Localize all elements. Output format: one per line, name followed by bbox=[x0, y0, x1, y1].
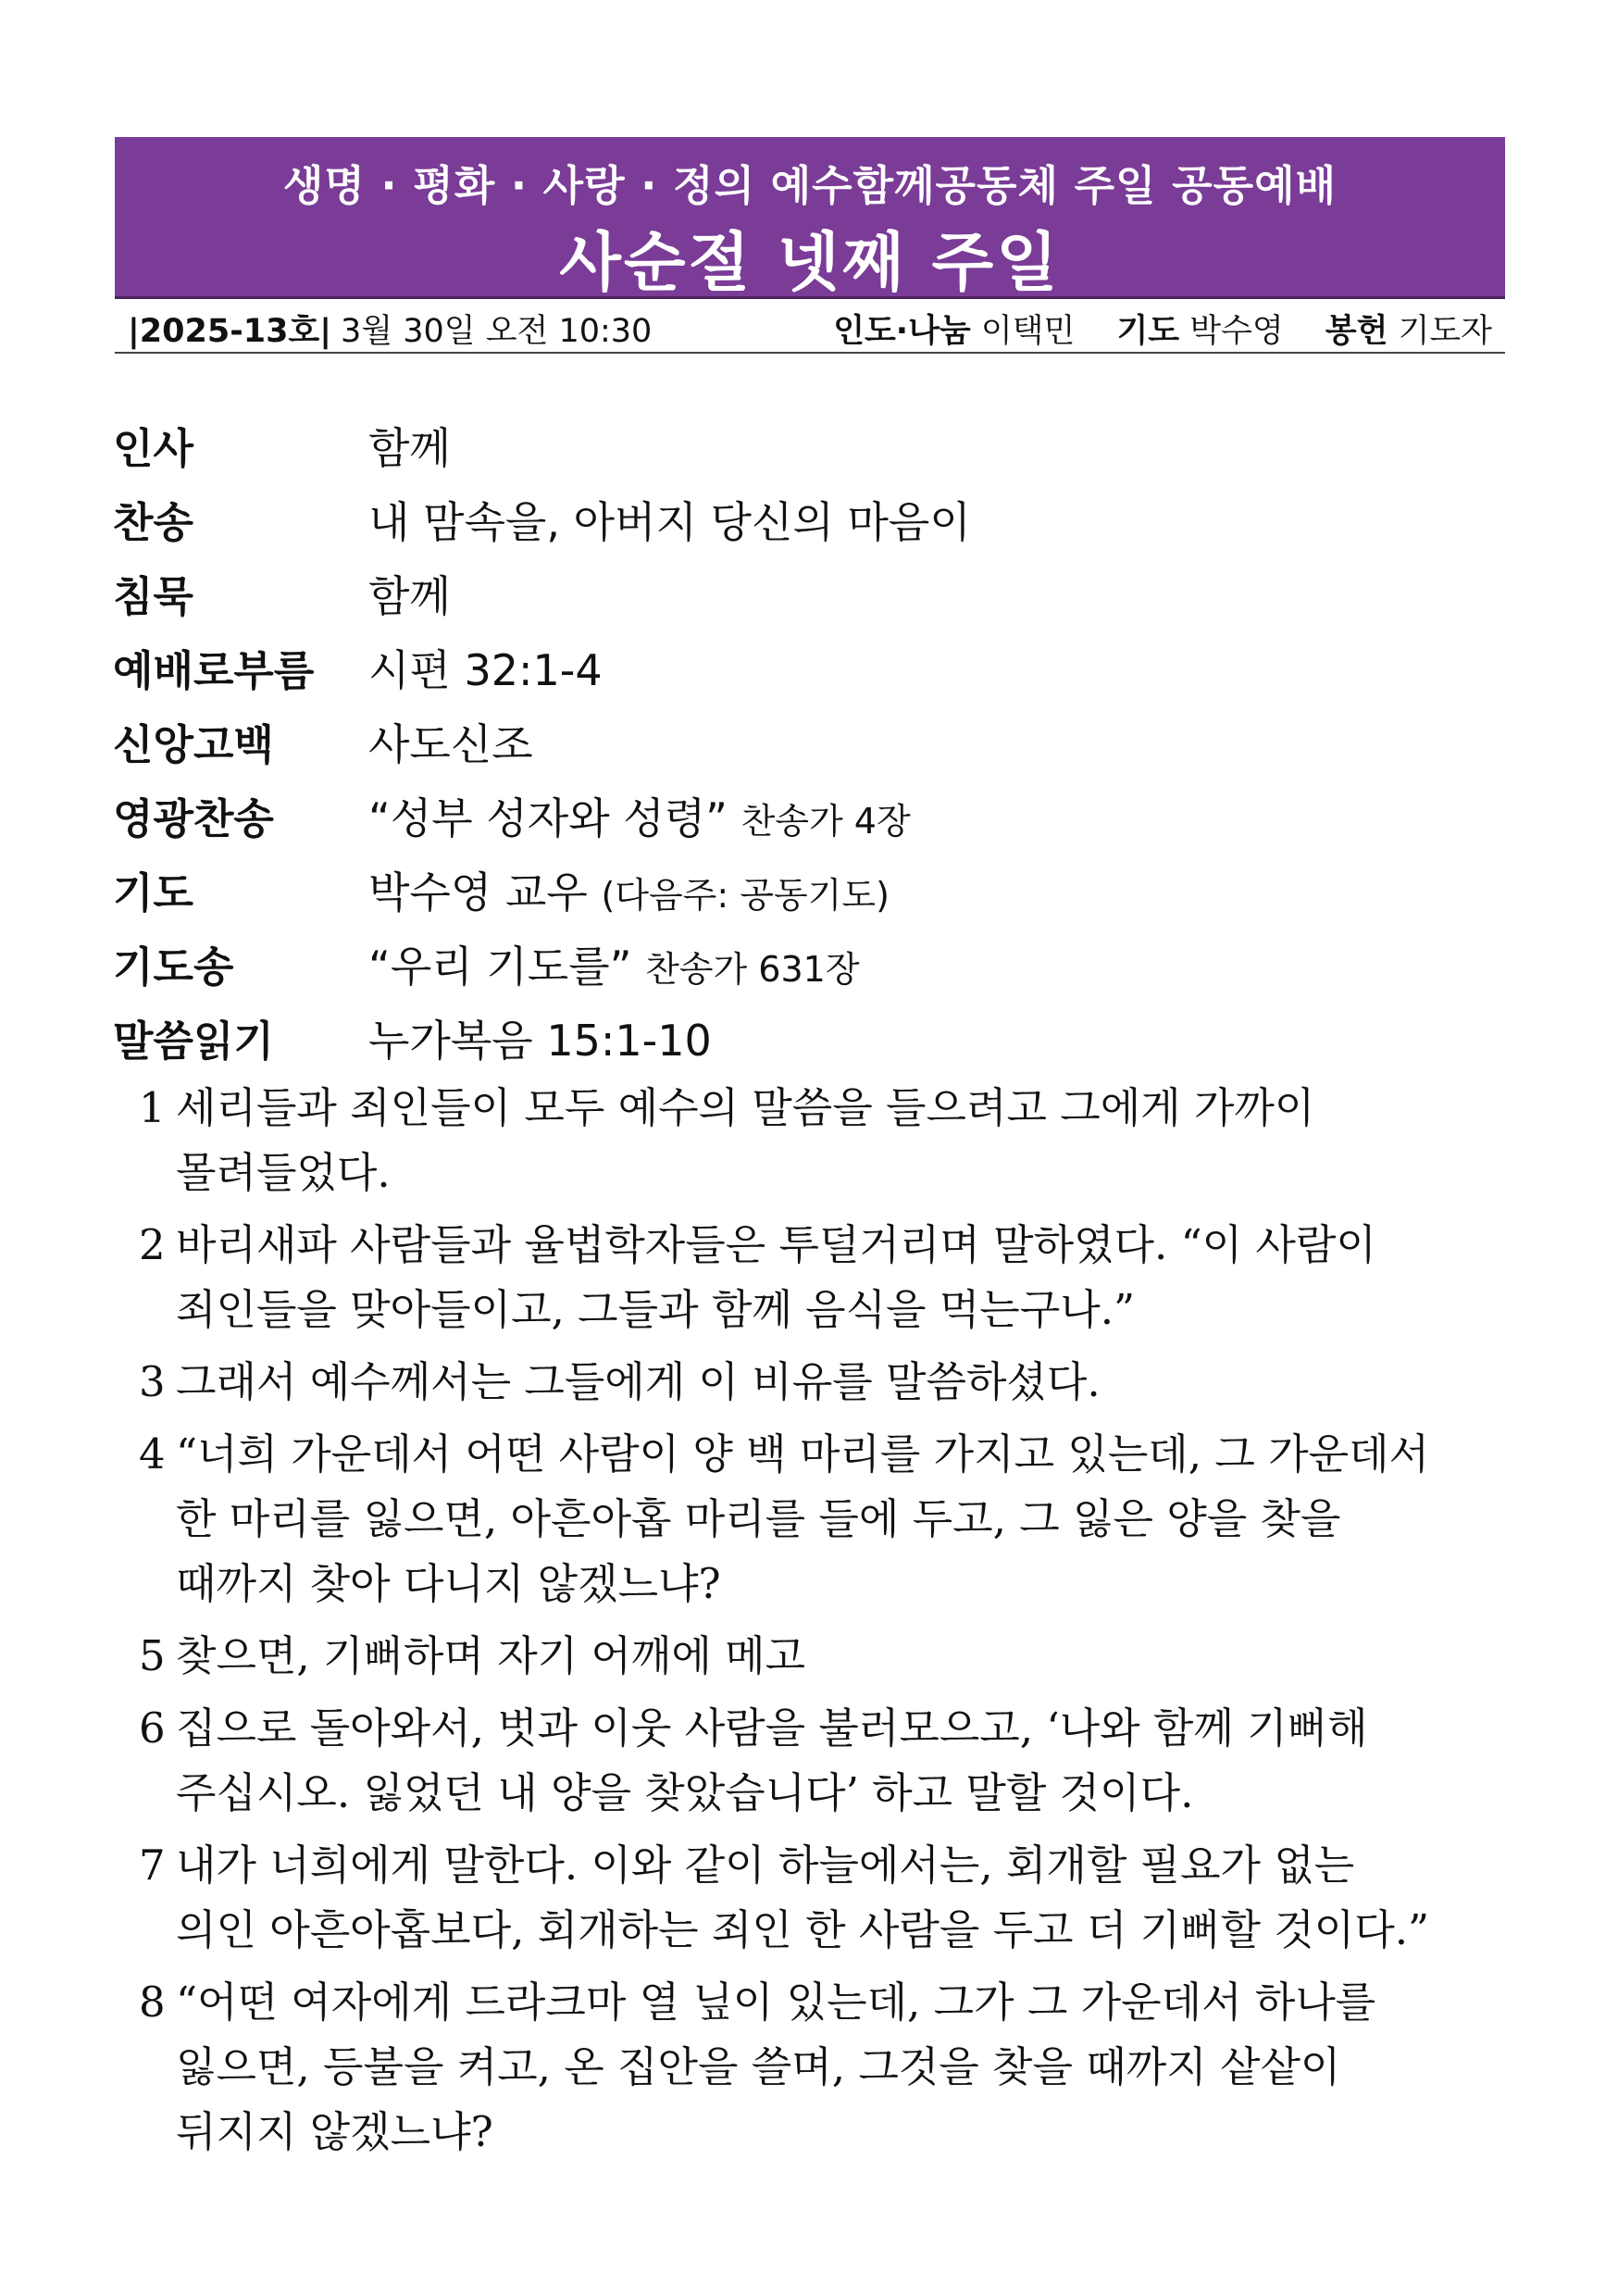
order-item bbox=[113, 780, 1520, 854]
verse bbox=[139, 1350, 1518, 1415]
order-label: 침묵 bbox=[113, 572, 193, 621]
verse-number: 8 bbox=[139, 1978, 166, 2027]
role-name-prayer: 박수영 bbox=[1189, 313, 1284, 350]
order-item bbox=[113, 557, 1520, 631]
verse-number: 1 bbox=[139, 1083, 166, 1132]
service-roles bbox=[833, 306, 1492, 352]
issue-number: |2025-13호| bbox=[128, 313, 332, 350]
order-value: 시편 32:1-4 bbox=[368, 645, 603, 695]
order-label: 영광찬송 bbox=[113, 794, 274, 843]
order-value: 누가복음 15:1-10 bbox=[368, 1016, 712, 1066]
verse bbox=[139, 1624, 1518, 1689]
verse bbox=[139, 1422, 1518, 1616]
order-value: “우리 기도를” 찬송가 631장 bbox=[368, 942, 860, 992]
info-bar bbox=[115, 296, 1505, 354]
verse-line: 몰려들었다. bbox=[176, 1148, 391, 1197]
order-item bbox=[113, 483, 1520, 557]
verse-line: “어떤 여자에게 드라크마 열 닢이 있는데, 그가 그 가운데서 하나를 bbox=[176, 1978, 1376, 2027]
order-value: 박수영 교우 (다음주: 공동기도) bbox=[368, 867, 890, 917]
role-label-prayer: 기도 bbox=[1116, 313, 1180, 350]
verse-number: 3 bbox=[139, 1357, 166, 1406]
order-item bbox=[113, 409, 1520, 483]
order-note: 찬송가 4장 bbox=[741, 801, 911, 842]
verse bbox=[139, 1076, 1518, 1205]
issue-info bbox=[128, 306, 652, 352]
order-item bbox=[113, 928, 1520, 1002]
order-label: 신앙고백 bbox=[113, 720, 274, 769]
verse bbox=[139, 1213, 1518, 1342]
order-label: 기도 bbox=[113, 868, 193, 917]
verse-line: 그래서 예수께서는 그들에게 이 비유를 말씀하셨다. bbox=[176, 1357, 1101, 1406]
verse-line: 뒤지지 않겠느냐? bbox=[176, 2107, 493, 2156]
verse-number: 6 bbox=[139, 1703, 166, 1753]
order-label: 말씀읽기 bbox=[113, 1017, 274, 1066]
order-value: 사도신조 bbox=[368, 719, 533, 769]
order-value: 내 맘속을, 아버지 당신의 마음이 bbox=[368, 497, 971, 547]
order-value: “성부 성자와 성령” 찬송가 4장 bbox=[368, 793, 911, 843]
order-item bbox=[113, 1002, 1520, 1076]
verse-number: 4 bbox=[139, 1429, 166, 1479]
worship-order bbox=[113, 409, 1520, 1076]
verse-line: 내가 너희에게 말한다. 이와 같이 하늘에서는, 회개할 필요가 없는 bbox=[176, 1841, 1355, 1890]
order-item bbox=[113, 631, 1520, 705]
verse-line: 세리들과 죄인들이 모두 예수의 말씀을 들으려고 그에게 가까이 bbox=[176, 1083, 1315, 1132]
order-label: 찬송 bbox=[113, 498, 193, 547]
verse-line: 잃으면, 등불을 켜고, 온 집안을 쓸며, 그것을 찾을 때까지 샅샅이 bbox=[176, 2042, 1341, 2091]
header-subtitle: 생명 · 평화 · 사랑 · 정의 예수함께공동체 주일 공동예배 bbox=[282, 161, 1338, 210]
order-label: 기도송 bbox=[113, 942, 234, 992]
role-label-offering: 봉헌 bbox=[1325, 313, 1388, 350]
role-name-leader: 이택민 bbox=[980, 313, 1076, 350]
order-value: 함께 bbox=[368, 571, 451, 621]
order-note: (다음주: 공동기도) bbox=[601, 875, 890, 916]
verse-number: 5 bbox=[139, 1631, 166, 1680]
verse-line: “너희 가운데서 어떤 사람이 양 백 마리를 가지고 있는데, 그 가운데서 bbox=[176, 1429, 1430, 1479]
order-note: 찬송가 631장 bbox=[645, 949, 860, 990]
header-banner bbox=[115, 137, 1505, 299]
order-value: 함께 bbox=[368, 423, 451, 473]
role-label-leader: 인도·나눔 bbox=[833, 313, 971, 350]
verse bbox=[139, 1696, 1518, 1826]
verse-line: 주십시오. 잃었던 내 양을 찾았습니다’ 하고 말할 것이다. bbox=[176, 1768, 1194, 1817]
verse-number: 2 bbox=[139, 1220, 166, 1269]
verse-line: 죄인들을 맞아들이고, 그들과 함께 음식을 먹는구나.” bbox=[176, 1285, 1136, 1334]
order-item bbox=[113, 705, 1520, 780]
role-name-offering: 기도자 bbox=[1398, 313, 1492, 350]
verse-line: 집으로 돌아와서, 벗과 이웃 사람을 불러모으고, ‘나와 함께 기뻐해 bbox=[176, 1703, 1368, 1753]
verse-line: 바리새파 사람들과 율법학자들은 투덜거리며 말하였다. “이 사람이 bbox=[176, 1220, 1376, 1269]
verse bbox=[139, 1970, 1518, 2165]
service-datetime: 3월 30일 오전 10:30 bbox=[341, 313, 653, 350]
verse-line: 때까지 찾아 다니지 않겠느냐? bbox=[176, 1559, 721, 1608]
verse bbox=[139, 1833, 1518, 1963]
verse-number: 7 bbox=[139, 1841, 166, 1890]
verse-line: 찾으면, 기뻐하며 자기 어깨에 메고 bbox=[176, 1631, 806, 1680]
order-label: 인사 bbox=[113, 424, 193, 473]
order-item bbox=[113, 854, 1520, 928]
header-title: 사순절 넷째 주일 bbox=[559, 226, 1061, 300]
order-label: 예배로부름 bbox=[113, 646, 315, 695]
verse-line: 한 마리를 잃으면, 아흔아홉 마리를 들에 두고, 그 잃은 양을 찾을 bbox=[176, 1494, 1341, 1543]
scripture-text bbox=[139, 1076, 1518, 2172]
verse-line: 의인 아흔아홉보다, 회개하는 죄인 한 사람을 두고 더 기뻐할 것이다.” bbox=[176, 1905, 1430, 1954]
